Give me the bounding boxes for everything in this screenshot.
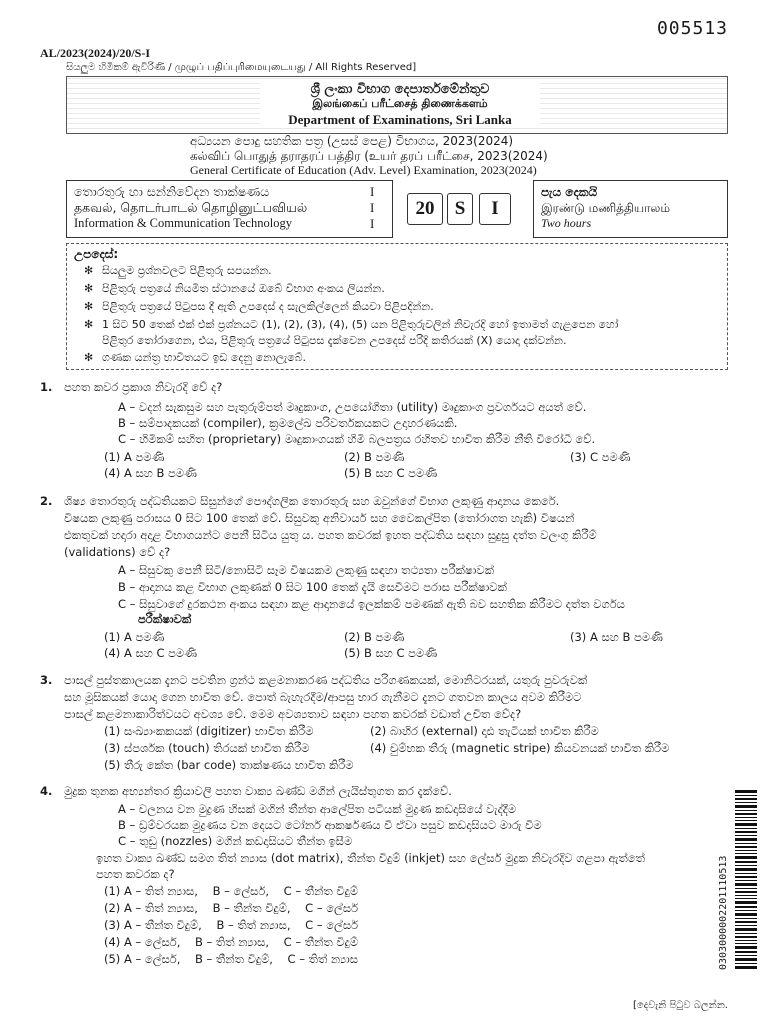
q4-option-3: (3) A – තීන්ත විදුම්, B – තිත් න්‍යාස, C – ලේසර් xyxy=(104,918,359,932)
subject-tamil: தகவல், தொடர்பாடல் தொழினுட்பவியல் xyxy=(74,200,308,215)
instruction-item: ✻ ගණක යන්ත්‍ර භාවිතයට ඉඩ දෙනු නොලැබේ. xyxy=(84,351,307,364)
q2-option-3: (3) A සහ B පමණි xyxy=(570,630,663,644)
paper-roman-3: I xyxy=(370,216,375,231)
q4-option-2: (2) A – තිත් න්‍යාස, B – තීන්ත විදුම්, C – ලේසර් xyxy=(104,901,359,915)
instruction-item-continued: පිළිතුර තෝරාගෙන, එය, පිළිතුරු පත්‍රයේ පිටුපස දැක්වෙන උපදෙස් පරිදි කතිරයක් (X) යොදා දක්වන්න. xyxy=(102,334,567,347)
instructions-title: උපදෙස්: xyxy=(74,247,119,261)
question-2-stem: 2. ශිෂ්‍ය තොරතුරු පද්ධතියකට සිසුන්ගේ පෞද්ගලික තොරතුරු සහ ඔවුන්ගේ විභාග ලකුණු ආදානය කෙරේ. xyxy=(40,494,560,508)
q2-option-4: (4) A සහ C පමණි xyxy=(104,646,198,660)
instruction-item: ✻ සියලුම ප්‍රශ්නවලට පිළිතුරු සපයන්න. xyxy=(84,264,272,277)
subject-code-i: I xyxy=(479,193,511,225)
q4-statement-c: C – තුඩු (nozzles) මගින් කඩදාසියට තීන්ත ඉසීම xyxy=(118,834,353,848)
q1-option-3: (3) C පමණි xyxy=(570,450,631,464)
instruction-item: ✻ 1 සිට 50 තෙක් එක් එක් ප්‍රශ්නයට (1), (2), (3), (4), (5) යන පිළිතුරුවලින් නිවැරදි හෝ ඉතාමත් ගැළපෙන හෝ xyxy=(84,318,619,331)
subject-english: Information & Communication Technology xyxy=(74,216,292,230)
q3-option-3: (3) ස්පර්ශක (touch) තිරයක් භාවිත කිරීම xyxy=(104,741,310,755)
barcode-number: 0303000002201110513 xyxy=(718,855,729,970)
duration-english: Two hours xyxy=(541,216,592,230)
duration-tamil: இரண்டு மணித்தியாலம் xyxy=(541,201,670,215)
q4-statement-a: A – චලනය වන මුද්‍රණ හිසක් මගින් තීන්ත ආලේපිත පටියක් මුද්‍රණ කඩදාසියේ වැද්දීම xyxy=(118,802,517,816)
q1-statement-c: C – හිමිකම් සහිත (proprietary) මෘදුකාංගයක් හිමි බලපත්‍රය රහිතව භාවිත කිරීම නීති විරෝධී වේ. xyxy=(118,432,596,446)
subject-sinhala: තොරතුරු හා සන්නිවේදන තාක්ෂණය xyxy=(74,184,270,199)
q1-option-4: (4) A සහ B පමණි xyxy=(104,466,197,480)
serial-number: 005513 xyxy=(656,18,728,39)
instruction-item: ✻ පිළිතුරු පත්‍රයේ නියමිත ස්ථානයේ ඔබේ විභාග අංකය ලියන්න. xyxy=(84,282,385,295)
question-4-stem: 4. මුද්‍රක තුනක අභ්‍යන්තර ක්‍රියාවලි පහත වාක්‍ය ඛණ්ඩ මගින් ලැයිස්තුගත කර දැක්වේ. xyxy=(40,784,452,798)
q1-statement-a: A – වදන් සැකසුම සහ පැතුරුම්පත් මෘදුකාංග, උපයෝගිතා (utility) මෘදුකාංග ප්‍රවර්ගයට අයත් වේ. xyxy=(118,400,587,414)
q4-option-1: (1) A – තිත් න්‍යාස, B – ලේසර්, C – තීන්ත විදුම් xyxy=(104,884,359,898)
asterisk-icon: ✻ xyxy=(84,318,94,331)
q3-option-4: (4) චුම්භක තීරු (magnetic stripe) කියවනයක් භාවිත කිරීම xyxy=(370,741,670,755)
barcode-image xyxy=(735,790,757,970)
exam-title-tamil: கல்விப் பொதுத் தராதரப் பத்திர (உயர் தரப் பரீட்சை, 2023(2024) xyxy=(190,149,548,163)
exam-title-english: General Certificate of Education (Adv. Level) Examination, 2023(2024) xyxy=(190,163,537,177)
asterisk-icon: ✻ xyxy=(84,300,94,313)
q2-option-1: (1) A පමණි xyxy=(104,630,165,644)
duration-sinhala: පැය දෙකයි xyxy=(541,185,598,199)
question-1-stem: 1. පහත කවර ප්‍රකාශ නිවැරදි වේ ද? xyxy=(40,380,223,394)
paper-code: AL/2023(2024)/20/S-I xyxy=(40,46,151,60)
question-3-stem: 3. පාසල් පුස්තකාලයක දැනට පවතින ග්‍රන්ථ කළමනාකරණ පද්ධතිය පරිගණකයක්, මොනිටරයක්, යතුරු පුවරුවක් xyxy=(40,673,588,687)
department-title xyxy=(260,82,540,128)
q2-statement-c-cont: පරීක්ෂාවක් xyxy=(138,612,192,626)
q2-option-5: (5) B සහ C පමණි xyxy=(344,646,438,660)
q4-option-5: (5) A – ලේසර්, B – තීන්ත විදුම්, C – තිත් න්‍යාස xyxy=(104,952,359,966)
q4-statement-b: B – ඩ්‍රම්වරයක මුද්‍රණය වන දෙයට ටෝනර් ආකර්ෂණය වී ඒවා පසුව කඩදාසියට මාරු වීම xyxy=(118,818,542,832)
question-2-stem-line: (validations) වේ ද? xyxy=(64,545,171,559)
q2-statement-c: C – සිසුවාගේ දුරකථන අංකය සඳහා කළ ආදානයේ ඉලක්කම් පමණක් ඇති බව සහතික කිරීමට දත්ත වර්ගය xyxy=(118,597,625,611)
q1-statement-b: B – සම්පාදකයක් (compiler), ක්‍රමලේඛ පරිවර්තකයකට උදාහරණයකි. xyxy=(118,416,458,430)
subject-code-number: 20 xyxy=(407,193,443,225)
q2-statement-a: A – සිසුවකු පෙනී සිටි/නොසිටි සෑම විෂයකම ලකුණු සඳහා තථ්‍යතා පරීක්ෂාවක් xyxy=(118,563,495,577)
paper-roman-2: I xyxy=(370,200,375,215)
q3-option-5: (5) තීරු කේත (bar code) තාක්ෂණය භාවිත කිරීම xyxy=(104,758,354,772)
footer-note: [දෙවැනි පිටුව බලන්න. xyxy=(633,1000,728,1011)
q1-option-2: (2) B පමණි xyxy=(344,450,405,464)
department-tamil: இலங்கைப் பரீட்சைத் திணைக்களம் xyxy=(312,97,488,110)
q1-option-1: (1) A පමණි xyxy=(104,450,165,464)
question-2-stem-line: විෂයක ලකුණු පරාසය 0 සිට 100 තෙක් වේ. සිසුවකු අනිවාර්ය සහ වෛකල්පිත (තෝරාගත හැකි) විෂයන් xyxy=(64,511,575,525)
asterisk-icon: ✻ xyxy=(84,351,94,364)
q4-option-4: (4) A – ලේසර්, B – තිත් න්‍යාස, C – තීන්ත විදුම් xyxy=(104,935,359,949)
question-4-stem-2-line: පහත කවරක ද? xyxy=(96,867,175,881)
instruction-item: ✻ පිළිතුරු පත්‍රයේ පිටුපස දී ඇති උපදෙස් ද සැලකිල්ලෙන් කියවා පිළිපදින්න. xyxy=(84,300,434,313)
rights-notice: සියලුම හිමිකම් ඇවිරිණි / முழுப் பதிப்புரிமையுடையது / All Rights Reserved] xyxy=(66,62,417,73)
q3-option-1: (1) සංඛ්‍යාංකකයක් (digitizer) භාවිත කිරීම xyxy=(104,724,314,738)
asterisk-icon: ✻ xyxy=(84,264,94,277)
exam-title-sinhala: අධ්‍යයන පොදු සහතික පත්‍ර (උසස් පෙළ) විභාගය, 2023(2024) xyxy=(190,134,514,148)
question-3-stem-line: පාසල් කළමනාකාරිත්වයට අවශ්‍ය වේ. මෙම අවශ්‍යතාව සඳහා පහත කවරක් වඩාත් උචිත වේද? xyxy=(64,707,522,721)
paper-roman-1: I xyxy=(370,184,375,199)
department-sinhala: ශ්‍රී ලංකා විභාග දෙපාර්තමේන්තුව xyxy=(310,82,490,97)
q2-option-2: (2) B පමණි xyxy=(344,630,405,644)
asterisk-icon: ✻ xyxy=(84,282,94,295)
subject-code-s: S xyxy=(447,193,473,225)
question-4-stem-2: ඉහත වාක්‍ය ඛණ්ඩ සමග තිත් න්‍යාස (dot matrix), තීන්ත විදුම් (inkjet) සහ ලේසර් මුද්‍රක නිවැරදිව ගළපා ඇත්තේ xyxy=(96,851,645,865)
department-english: Department of Examinations, Sri Lanka xyxy=(288,112,512,127)
q3-option-2: (2) බාහිර (external) දෘඪ තැටියක් භාවිත කිරීම xyxy=(370,724,599,738)
q1-option-5: (5) B සහ C පමණි xyxy=(344,466,438,480)
question-2-stem-line: එකතුවක් හදාරා අදාළ විභාගයන්ට පෙනී සිටිය යුතු ය. පහත කවරක් ඉහත පද්ධතිය සඳහා සුදුසු දත්ත වලංගු කිරීම් xyxy=(64,528,597,542)
question-3-stem-line: සහ මූසිකයක් යොදා ගෙන භාවිත වේ. පොත් බැහැරදීම/ආපසු භාර ගැනීමට දැනට ගතවන කාලය අවම කිරීමට xyxy=(64,690,582,704)
q2-statement-b: B – ආදානය කළ විභාග ලකුණක් 0 සිට 100 තෙක් දැයි සෙවීමට පරාස පරීක්ෂාවක් xyxy=(118,580,507,594)
